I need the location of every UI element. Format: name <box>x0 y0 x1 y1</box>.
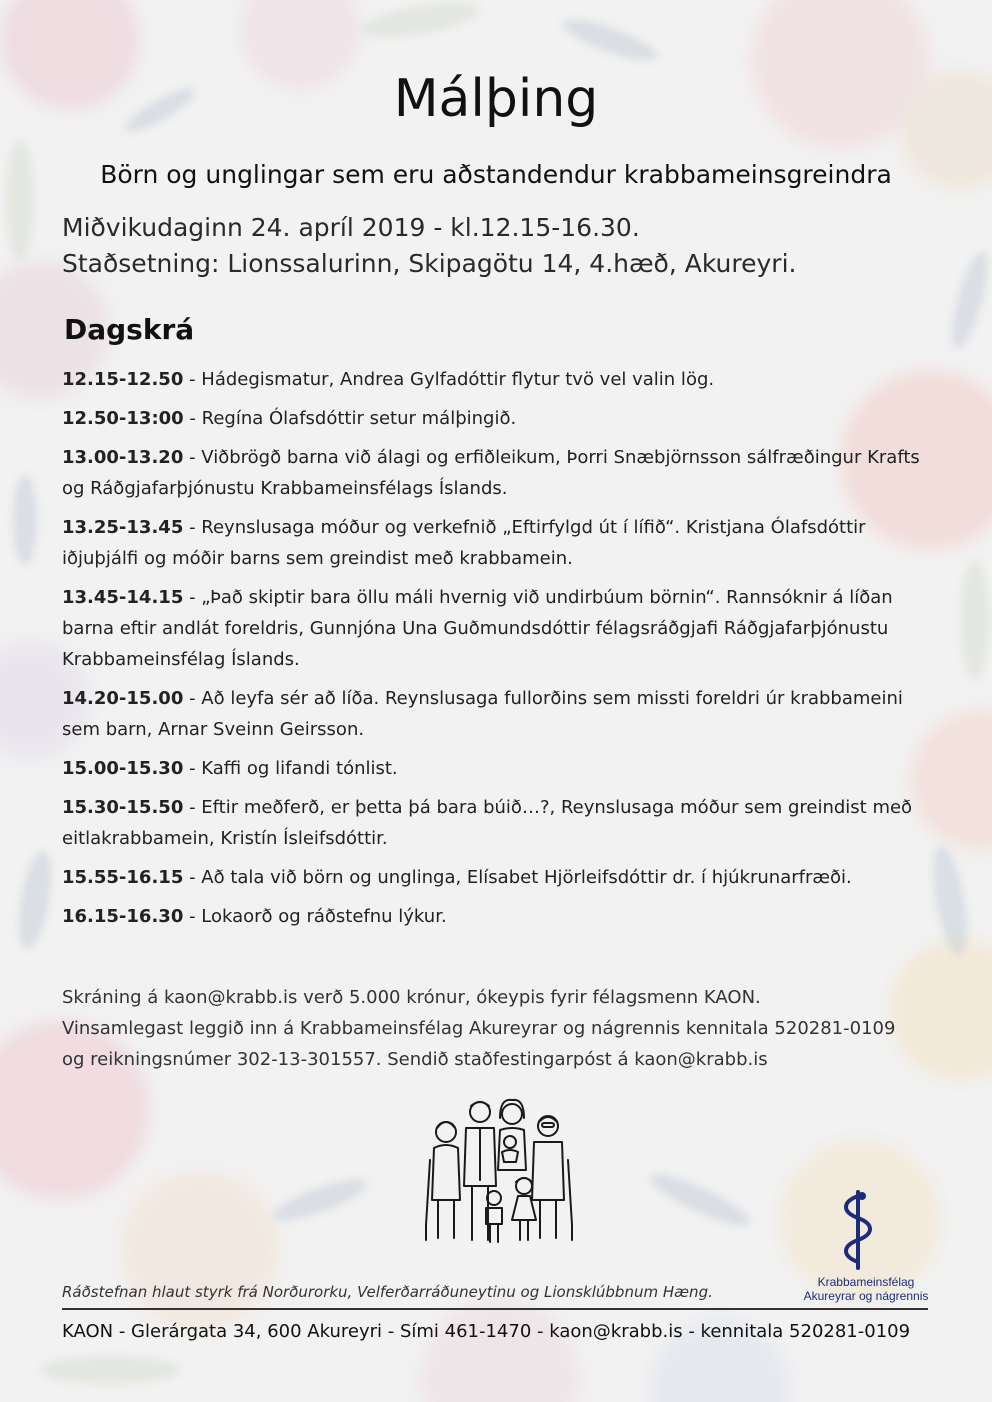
schedule-time: 15.00-15.30 <box>62 758 184 779</box>
schedule-time: 13.45-14.15 <box>62 587 184 608</box>
footer-divider <box>62 1308 928 1310</box>
schedule-text: - Að leyfa sér að líða. Reynslusaga fullorðins sem missti foreldri úr krabbameini sem barn, Arnar Sveinn Geirsson. <box>62 688 903 740</box>
schedule-item <box>62 683 932 745</box>
footer-contact: KAON - Glerárgata 34, 600 Akureyri - Sími 461-1470 - kaon@krabb.is - kennitala 520281-0109 <box>62 1321 911 1342</box>
schedule-text: - Eftir meðferð, er þetta þá bara búið…?, Reynslusaga móður sem greindist með eitlakrabbamein, Kristín Ísleifsdóttir. <box>62 797 913 849</box>
schedule-text: - Lokaorð og ráðstefnu lýkur. <box>183 906 447 927</box>
schedule-item <box>62 862 932 893</box>
family-icon <box>420 1090 580 1250</box>
schedule-item <box>62 364 932 395</box>
schedule-text: - „Það skiptir bara öllu máli hvernig við undirbúum börnin“. Rannsóknir á líðan barna eftir andlát foreldris, Gunnjóna Una Guðmundsdóttir félagsráðgjafi Ráðgjafarþjónustu Krabbameinsfélag Íslands. <box>62 587 893 670</box>
sponsors-note: Ráðstefnan hlaut styrk frá Norðurorku, Velferðarráðuneytinu og Lionsklúbbnum Hæng. <box>62 1283 713 1301</box>
schedule-item <box>62 901 932 932</box>
schedule-item <box>62 442 932 504</box>
event-details <box>62 210 942 282</box>
registration-info <box>62 982 942 1075</box>
schedule-text: - Reynslusaga móður og verkefnið „Eftirfylgd út í lífið“. Kristjana Ólafsdóttir iðjuþjálfi og móðir barns sem greindist með krabbamein. <box>62 517 866 569</box>
schedule-list <box>62 364 932 940</box>
schedule-time: 15.55-16.15 <box>62 867 184 888</box>
schedule-item <box>62 582 932 675</box>
registration-line: Skráning á kaon@krabb.is verð 5.000 krónur, ókeypis fyrir félagsmenn KAON. <box>62 987 761 1008</box>
schedule-item <box>62 753 932 784</box>
schedule-time: 13.00-13.20 <box>62 447 184 468</box>
schedule-text: - Kaffi og lifandi tónlist. <box>183 758 398 779</box>
schedule-item <box>62 512 932 574</box>
logo-line: Akureyrar og nágrennis <box>803 1289 929 1303</box>
schedule-text: - Að tala við börn og unglinga, Elísabet Hjörleifsdóttir dr. í hjúkrunarfræði. <box>183 867 852 888</box>
registration-line: Vinsamlegast leggið inn á Krabbameinsfélag Akureyrar og nágrennis kennitala 520281-0109 <box>62 1018 896 1039</box>
schedule-item <box>62 792 932 854</box>
caduceus-icon <box>838 1188 878 1272</box>
page-subtitle: Börn og unglingar sem eru aðstandendur krabbameinsgreindra <box>100 160 892 189</box>
event-date: Miðvikudaginn 24. apríl 2019 - kl.12.15-16.30. <box>62 213 640 242</box>
schedule-time: 12.50-13:00 <box>62 408 184 429</box>
schedule-heading: Dagskrá <box>64 313 195 346</box>
schedule-time: 13.25-13.45 <box>62 517 184 538</box>
schedule-text: - Viðbrögð barna við álagi og erfiðleikum, Þorri Snæbjörnsson sálfræðingur Krafts og Ráðgjafarþjónustu Krabbameinsfélags Íslands. <box>62 447 920 499</box>
logo-line: Krabbameinsfélag <box>817 1275 915 1289</box>
schedule-time: 15.30-15.50 <box>62 797 184 818</box>
event-location: Staðsetning: Lionssalurinn, Skipagötu 14, 4.hæð, Akureyri. <box>62 249 797 278</box>
schedule-item <box>62 403 932 434</box>
page-title: Málþing <box>393 69 599 129</box>
schedule-time: 16.15-16.30 <box>62 906 184 927</box>
schedule-time: 12.15-12.50 <box>62 369 184 390</box>
registration-line: og reikningsnúmer 302-13-301557. Sendið staðfestingarpóst á kaon@krabb.is <box>62 1049 768 1070</box>
schedule-time: 14.20-15.00 <box>62 688 184 709</box>
schedule-text: - Hádegismatur, Andrea Gylfadóttir flytur tvö vel valin lög. <box>183 369 715 390</box>
logo-text <box>796 1275 936 1303</box>
schedule-text: - Regína Ólafsdóttir setur málþingið. <box>183 408 517 429</box>
